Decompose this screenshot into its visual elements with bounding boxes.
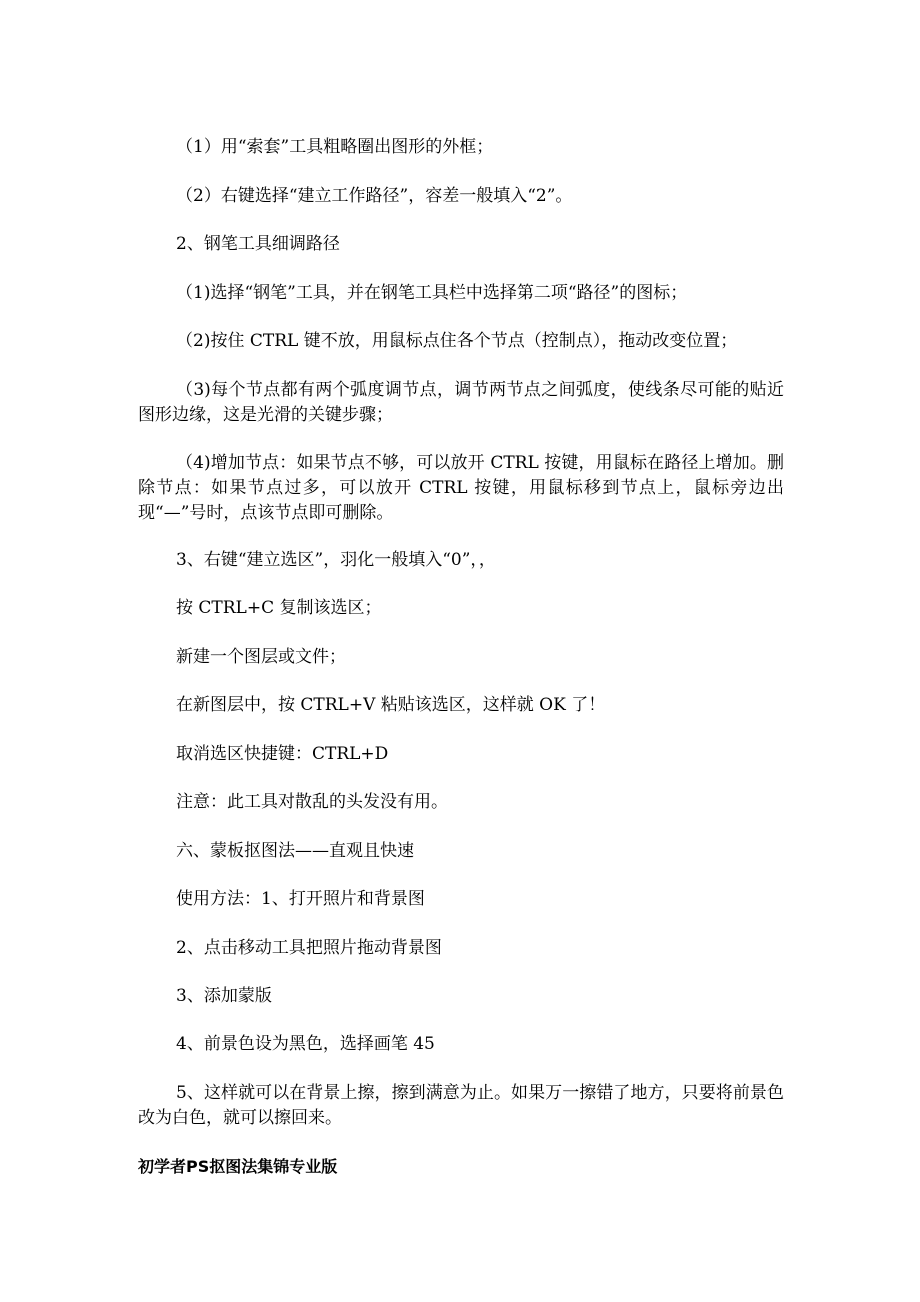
paragraph-new-layer: 新建一个图层或文件； bbox=[176, 647, 346, 667]
paragraph-mask-step5: 5、这样就可以在背景上擦，擦到满意为止。如果万一擦错了地方，只要将前景色改为白色，就可以擦回来。 bbox=[138, 1083, 784, 1128]
paragraph-paste-selection: 在新图层中，按 CTRL+V 粘贴该选区，这样就 OK 了！ bbox=[176, 695, 606, 715]
paragraph-mask-step3: 3、添加蒙版 bbox=[176, 986, 272, 1006]
paragraph-deselect-shortcut: 取消选区快捷键：CTRL+D bbox=[176, 744, 389, 764]
paragraph-lasso-step1: （1）用“索套”工具粗略圈出图形的外框； bbox=[176, 137, 494, 157]
paragraph-pen-step3: （3)每个节点都有两个弧度调节点，调节两节点之间弧度，使线条尽可能的贴近图形边缘，这是光滑的关键步骤； bbox=[138, 380, 784, 425]
paragraph-copy-selection: 按 CTRL+C 复制该选区； bbox=[176, 598, 382, 618]
paragraph-mask-step4: 4、前景色设为黑色，选择画笔 45 bbox=[176, 1034, 435, 1054]
paragraph-mask-heading: 六、蒙板抠图法——直观且快速 bbox=[176, 841, 414, 861]
paragraph-lasso-step2: （2）右键选择“建立工作路径”，容差一般填入“2”。 bbox=[176, 186, 573, 206]
paragraph-make-selection: 3、右键“建立选区”，羽化一般填入“0”，， bbox=[176, 550, 496, 570]
paragraph-mask-step1: 使用方法：1、打开照片和背景图 bbox=[176, 889, 425, 909]
document-title-heading: 初学者PS抠图法集锦专业版 bbox=[138, 1157, 338, 1176]
paragraph-mask-step2: 2、点击移动工具把照片拖动背景图 bbox=[176, 938, 442, 958]
paragraph-note: 注意：此工具对散乱的头发没有用。 bbox=[176, 792, 448, 812]
paragraph-pen-heading: 2、钢笔工具细调路径 bbox=[176, 234, 340, 254]
paragraph-pen-step4: （4)增加节点：如果节点不够，可以放开 CTRL 按键，用鼠标在路径上增加。删除节点：如果节点过多，可以放开 CTRL 按键，用鼠标移到节点上，鼠标旁边出现“—”号时，点该节点即可删除。 bbox=[138, 453, 784, 523]
paragraph-pen-step2: （2)按住 CTRL 键不放，用鼠标点住各个节点（控制点），拖动改变位置； bbox=[176, 331, 738, 351]
paragraph-pen-step1: （1)选择“钢笔”工具，并在钢笔工具栏中选择第二项“路径”的图标； bbox=[176, 283, 688, 303]
